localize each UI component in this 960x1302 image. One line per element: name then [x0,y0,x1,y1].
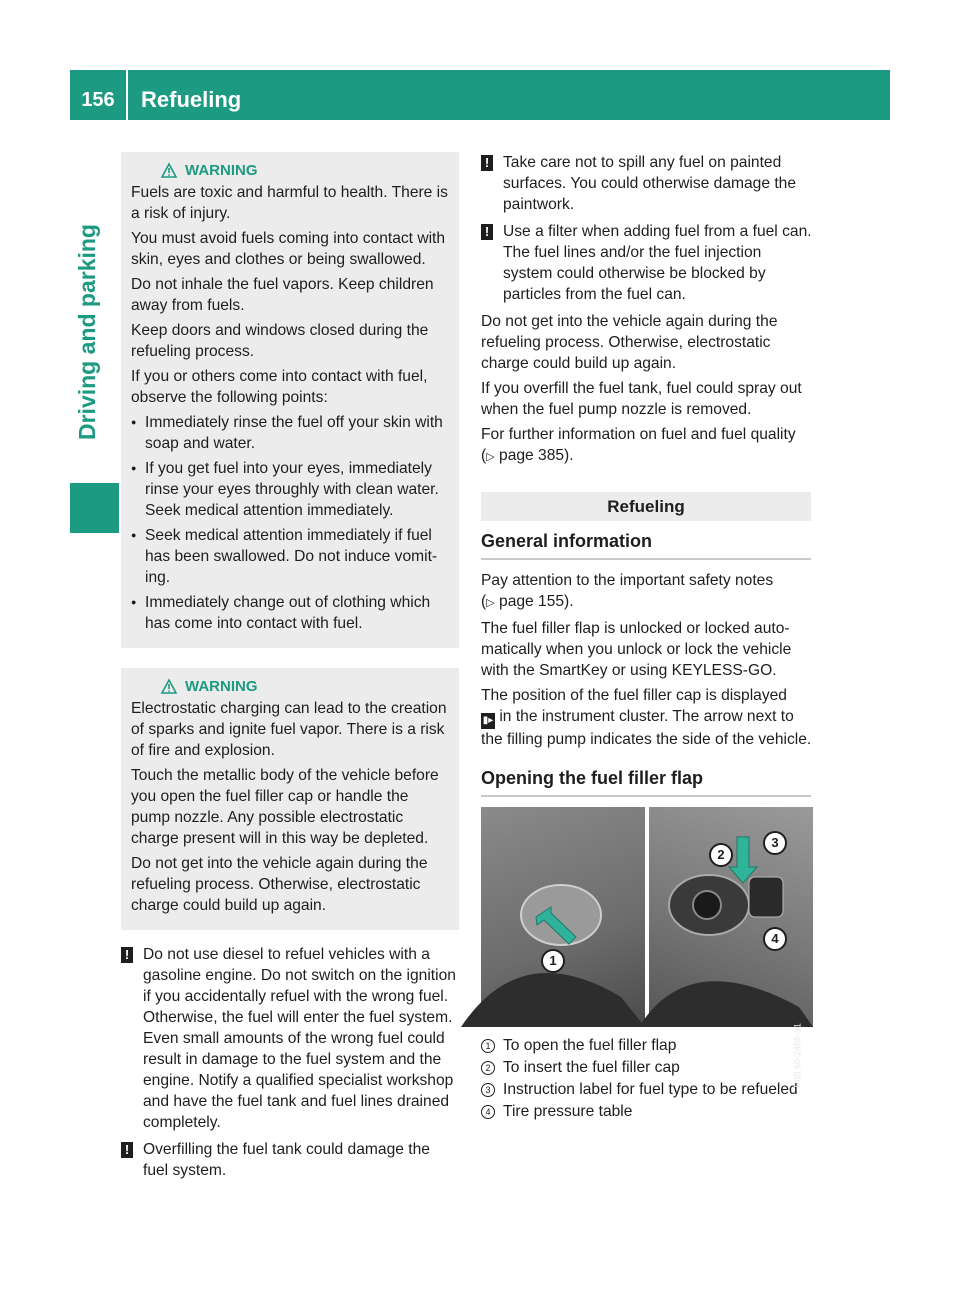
paragraph-text: For further information on fuel and fuel quality [481,426,796,443]
page-title: Refueling [141,87,242,112]
paragraph: Keep doors and windows closed during the refueling process. [131,322,429,360]
bullet-item: ● Immediately rinse the fuel off your skin with soap and water. [131,412,449,454]
note-item [121,1139,459,1181]
paragraph: Do not get into the vehicle again during the refueling process. Otherwise, electrostatic charge could build up again. [131,855,428,914]
paragraph: If you overfill the fuel tank, fuel could spray out when the fuel pump nozzle is removed. [481,380,802,418]
paragraph: You must avoid fuels coming into contact with skin, eyes and clothes or being swallowed. [131,230,446,268]
warning-box-toxic [121,152,459,648]
paragraph: If you or others come into contact with fuel, observe the following points: [131,368,428,406]
legend-number: 4 [481,1105,495,1119]
warning-triangle-icon [161,679,177,694]
legend-item [481,1079,813,1100]
note-text: Take care not to spill any fuel on painted surfaces. You could otherwise damage the paintwork. [503,154,797,213]
legend-number: 2 [481,1061,495,1075]
legend-text: Instruction label for fuel type to be refueled [503,1081,798,1098]
paragraph: Do not inhale the fuel vapors. Keep children away from fuels. [131,276,434,314]
subsection-heading: Opening the fuel filler flap [481,768,811,797]
chapter-tab-marker [70,483,119,533]
callout-4: 4 [763,927,787,951]
fuel-pump-icon: ▮▸ [481,713,495,729]
callout-2: 2 [709,843,733,867]
subsection-heading: General information [481,531,811,560]
page-number: 156 [81,89,115,111]
warning-box-electrostatic [121,668,459,930]
fuel-flap-open-illustration [649,807,813,1027]
paragraph: The fuel filler flap is unlocked or locked automatically when you unlock or lock the vehicle with the SmartKey or using KEYLESS-GO. [481,620,792,679]
page-ref-link[interactable]: page 155). [499,593,574,610]
header-divider [126,70,128,120]
warning-heading [161,674,449,698]
page-ref-link[interactable]: page 385). [499,447,574,464]
warning-heading [161,158,449,182]
bullet-item: ● Immediately change out of clothing which has come into contact with fuel. [131,592,449,634]
note-text: Do not use diesel to refuel vehicles with a gasoline engine. Do not switch on the ignition if you accidentally refuel with the wrong fuel. Otherwise, the fuel will enter the fuel system. Even small amounts of the wrong fuel could result in damage to the fuel system and the engine. Notify a qualified specialist workshop and have the fuel tank and fuel lines drained completely. [143,946,456,1131]
paragraph: Touch the metallic body of the vehicle before you open the fuel filler cap or handle the pump nozzle. Any possible electrostatic charge present will in this way be depleted. [131,767,439,847]
paragraph-text: Pay attention to the important safety notes [481,572,774,589]
paragraph: Fuels are toxic and harmful to health. There is a risk of injury. [131,184,448,222]
paragraph: For further information on fuel and fuel quality (▷ page 385). [481,426,796,464]
bullet-item: ● Seek medical attention immediately if fuel has been swallowed. Do not induce vomiting. [131,525,449,588]
paragraph: Pay attention to the important safety notes (▷ page 155). [481,572,774,610]
paragraph-text: in the instrument cluster. The arrow next to the filling pump indicates the side of the vehicle. [481,708,812,748]
figure-legend [481,1035,813,1122]
paragraph: Electrostatic charging can lead to the creation of sparks and ignite fuel vapor. There is a risk of fire and explosion. [131,700,447,759]
note-item [481,152,813,215]
legend-text: To insert the fuel filler cap [503,1059,680,1076]
figure-panel-closed-flap [481,807,645,1027]
callout-3: 3 [763,831,787,855]
note-text: Use a filter when adding fuel from a fuel can. The fuel lines and/or the fuel injection system could otherwise be blocked by particles from the fuel can. [503,223,812,303]
warning-heading-text: WARNING [185,677,258,695]
legend-item [481,1057,813,1078]
warning-triangle-icon [161,163,177,178]
note-mark-icon: ! [481,155,493,171]
legend-number: 1 [481,1039,495,1053]
chapter-tab-label: Driving and parking [74,224,100,440]
bullet-item: ● If you get fuel into your eyes, immediately rinse your eyes throughly with clean water. Seek medical attention immediately. [131,458,449,521]
legend-text: Tire pressure table [503,1103,633,1120]
note-mark-icon: ! [121,947,133,963]
figure-panel-open-flap [649,807,813,1088]
note-mark-icon: ! [481,224,493,240]
note-item [121,944,459,1133]
warning-heading-text: WARNING [185,161,258,179]
fuel-flap-closed-illustration [481,807,645,1027]
left-column [121,152,459,1187]
right-column [481,152,813,1123]
legend-number: 3 [481,1083,495,1097]
page-ref-arrow-icon: ▷ [486,597,495,609]
legend-item [481,1035,813,1056]
paragraph-text: The position of the fuel filler cap is displayed [481,687,787,704]
paragraph: Do not get into the vehicle again during the refueling process. Otherwise, electrostatic charge could build up again. [481,313,778,372]
page-ref-arrow-icon: ▷ [486,451,495,463]
section-title: Refueling [481,492,811,521]
note-mark-icon: ! [121,1142,133,1158]
note-text: Overfilling the fuel tank could damage the fuel system. [143,1141,430,1179]
legend-item [481,1101,813,1122]
note-item [481,221,813,305]
callout-1: 1 [541,949,565,973]
paragraph [481,685,813,750]
figure-code: P88.60-2485-31 [793,1023,803,1088]
legend-text: To open the fuel filler flap [503,1037,677,1054]
